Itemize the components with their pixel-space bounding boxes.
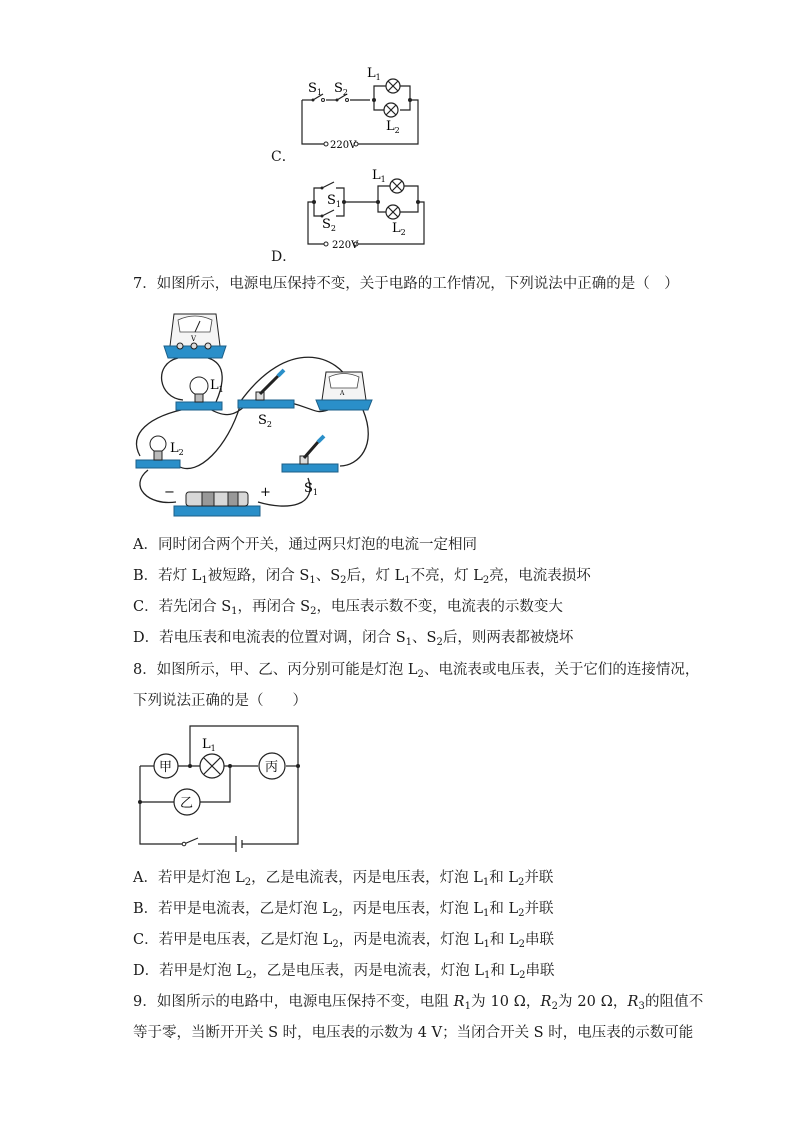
d-l1-label: $L_1$: [372, 168, 386, 184]
switch-s2-icon: [238, 370, 294, 429]
bing-label: 丙: [265, 760, 279, 775]
q7-stem: 7．如图所示，电源电压保持不变，关于电路的工作情况，下列说法中正确的是（ ）: [133, 276, 679, 292]
bulb-l1-icon: [176, 377, 224, 410]
q8-option-d[interactable]: D．若甲是灯泡 $L_2$，乙是电压表，丙是电流表，灯泡 $L_1$和 $L_2$串联: [133, 963, 555, 981]
d-s1-label: $S_1$: [327, 193, 341, 209]
yi-label: 乙: [180, 796, 194, 811]
c-s2-label: $S_2$: [334, 81, 348, 97]
svg-text:+: +: [260, 485, 271, 500]
circuit-figure-c: [290, 62, 430, 154]
svg-text:A: A: [340, 390, 345, 397]
switch-s1-icon: [282, 436, 338, 497]
q9-line1: 9．如图所示的电路中，电源电压保持不变，电阻 $R_1$为 10 Ω，$R_2$为 20 Ω，$R_3$的阻值不: [133, 994, 704, 1012]
q7-circuit-figure: [128, 306, 374, 522]
battery-icon: [164, 485, 271, 516]
circuit-figure-d: [294, 164, 434, 256]
q8-l1-label: $L_1$: [202, 737, 216, 753]
c-l2-label: $L_2$: [386, 119, 400, 135]
voltmeter-icon: [164, 314, 226, 358]
svg-text:L2: $L_2$: [170, 441, 184, 457]
c-voltage-label: 220V: [330, 140, 357, 151]
option-d-label: D．: [271, 249, 297, 265]
c-l1-label: $L_1$: [367, 66, 381, 82]
d-s2-label: $S_2$: [322, 217, 336, 233]
q8-option-c[interactable]: C．若甲是电压表，乙是灯泡 $L_2$，丙是电流表，灯泡 $L_1$和 $L_2$串联: [133, 932, 554, 950]
svg-text:L1: $L_1$: [210, 378, 224, 394]
svg-text:S2: $S_2$: [258, 413, 272, 429]
q7-option-b[interactable]: B．若灯 $L_1$被短路，闭合 $S_1$、$S_2$后，灯 $L_1$不亮，灯 $L_2$亮，电流表损坏: [133, 568, 591, 586]
d-voltage-label: 220V: [332, 240, 359, 251]
svg-text:−: −: [164, 485, 175, 500]
q7-option-d[interactable]: D．若电压表和电流表的位置对调，闭合 $S_1$、$S_2$后，则两表都被烧坏: [133, 630, 574, 648]
d-l2-label: $L_2$: [392, 221, 406, 237]
bulb-l2-icon: [136, 436, 184, 468]
q8-option-a[interactable]: A．若甲是灯泡 $L_2$，乙是电流表，丙是电压表，灯泡 $L_1$和 $L_2$并联: [133, 870, 554, 888]
svg-text:S1: $S_1$: [304, 481, 318, 497]
q7-option-a[interactable]: A．同时闭合两个开关，通过两只灯泡的电流一定相同: [133, 537, 477, 553]
svg-text:V: V: [191, 335, 197, 343]
q8-stem-line1: 8．如图所示，甲、乙、丙分别可能是灯泡 $L_2$、电流表或电压表，关于它们的连接情况，: [133, 662, 700, 680]
option-c-label: C．: [271, 149, 296, 165]
c-s1-label: $S_1$: [308, 81, 322, 97]
q9-line2: 等于零，当断开开关 S 时，电压表的示数为 4 V；当闭合开关 S 时，电压表的示数可能: [133, 1025, 694, 1041]
jia-label: 甲: [159, 760, 173, 775]
q8-option-b[interactable]: B．若甲是电流表，乙是灯泡 $L_2$，丙是电压表，灯泡 $L_1$和 $L_2$并联: [133, 901, 554, 919]
q8-circuit-figure: [130, 720, 310, 852]
ammeter-icon: [316, 372, 372, 410]
q8-stem-line2: 下列说法正确的是（ ）: [133, 693, 307, 709]
q7-option-c[interactable]: C．若先闭合 $S_1$，再闭合 $S_2$，电压表示数不变，电流表的示数变大: [133, 599, 563, 617]
